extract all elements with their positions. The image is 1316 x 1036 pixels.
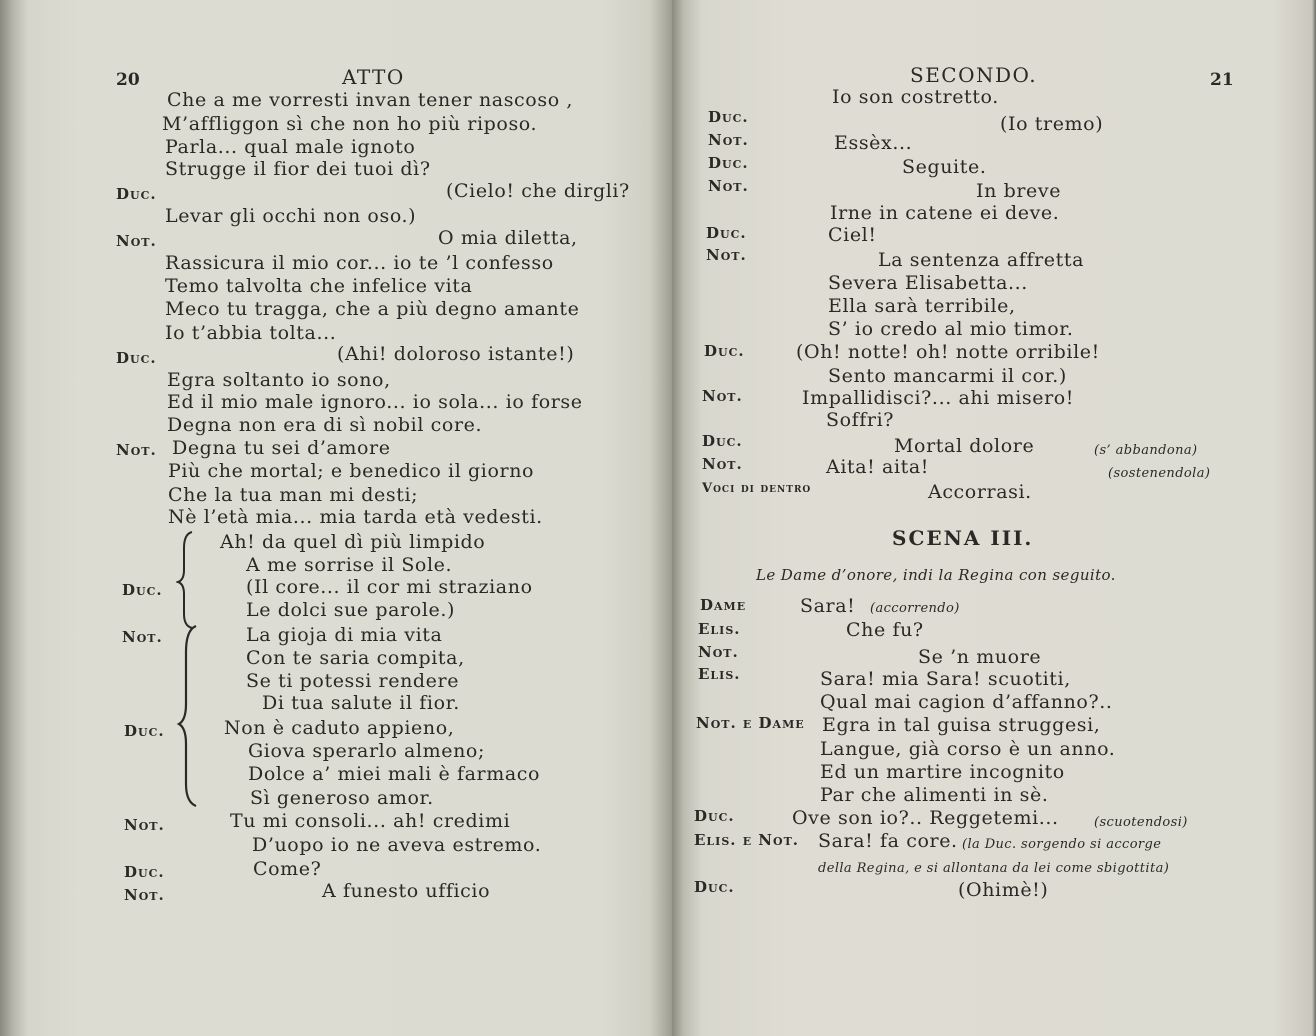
verse-line: Se ’n muore: [918, 646, 1042, 668]
verse-line: A me sorrise il Sole.: [246, 554, 453, 576]
verse-line: Che fu?: [846, 619, 924, 641]
verse-line: Mortal dolore: [894, 435, 1035, 457]
speaker-label: Not.: [706, 246, 747, 264]
verse-line: Che a me vorresti invan tener nascoso ,: [167, 89, 574, 111]
verse-line: Di tua salute il fior.: [262, 692, 460, 714]
verse-line: Io t’abbia tolta...: [165, 322, 337, 344]
verse-line: Rassicura il mio cor... io te ’l confesso: [165, 252, 554, 274]
verse-line: Egra soltanto io sono,: [167, 369, 391, 391]
speaker-label: Duc.: [124, 863, 165, 881]
verse-line: Degna tu sei d’amore: [172, 437, 391, 459]
speaker-label: Duc.: [708, 108, 749, 126]
verse-line: (Cielo! che dirgli?: [446, 180, 630, 202]
speaker-label: Not.: [708, 131, 749, 149]
scene-description: Le Dame d’onore, indi la Regina con seguito.: [756, 566, 1116, 584]
speaker-label: Duc.: [704, 342, 745, 360]
speaker-label: Elis.: [698, 620, 741, 638]
verse-line: Come?: [253, 858, 322, 880]
verse-line: Ove son io?.. Reggetemi...: [792, 807, 1059, 829]
verse-line: Seguite.: [902, 156, 987, 178]
verse-line: (Oh! notte! oh! notte orribile!: [796, 341, 1100, 363]
verse-line: Sara! fa core.: [818, 830, 958, 852]
verse-line: O mia diletta,: [438, 227, 578, 249]
verse-line: Giova sperarlo almeno;: [248, 740, 485, 762]
verse-line: Ed un martire incognito: [820, 761, 1065, 783]
speaker-label: Duc.: [706, 224, 747, 242]
verse-line: Con te saria compita,: [246, 647, 465, 669]
verse-line: Ed il mio male ignoro... io sola... io forse: [167, 391, 583, 413]
speaker-label: Duc.: [708, 154, 749, 172]
verse-line: (Ahi! doloroso istante!): [337, 343, 575, 365]
speaker-label: Not.: [708, 177, 749, 195]
stage-direction: (la Duc. sorgendo si accorge: [962, 837, 1162, 852]
speaker-label: Not. e Dame: [696, 714, 805, 732]
verse-line: Sì generoso amor.: [250, 787, 434, 809]
stage-direction: (scuotendosi): [1094, 815, 1188, 830]
verse-line: Egra in tal guisa struggesi,: [822, 714, 1101, 736]
verse-line: Par che alimenti in sè.: [820, 784, 1049, 806]
verse-line: Accorrasi.: [928, 481, 1032, 503]
verse-line: In breve: [976, 180, 1062, 202]
verse-line: D’uopo io ne aveva estremo.: [252, 834, 542, 856]
duet-brace: [176, 530, 200, 630]
verse-line: Ah! da quel dì più limpido: [220, 531, 486, 553]
speaker-label: Dame: [700, 596, 747, 614]
speaker-label: Voci di dentro: [702, 481, 812, 496]
speaker-label: Duc.: [124, 722, 165, 740]
speaker-label: Not.: [698, 643, 739, 661]
speaker-label: Elis.: [698, 665, 741, 683]
verse-line: Tu mi consoli... ah! credimi: [230, 810, 511, 832]
verse-line: Ella sarà terribile,: [828, 295, 1016, 317]
right-page: [672, 0, 1316, 1036]
verse-line: Io son costretto.: [832, 86, 999, 108]
speaker-label: Not.: [124, 816, 165, 834]
speaker-label: Not.: [702, 387, 743, 405]
page-number: 21: [1210, 70, 1234, 90]
speaker-label: Not.: [122, 628, 163, 646]
speaker-label: Not.: [116, 441, 157, 459]
speaker-label: Duc.: [116, 349, 157, 367]
verse-line: Non è caduto appieno,: [224, 717, 455, 739]
verse-line: La gioja di mia vita: [246, 624, 443, 646]
scene-heading: SCENA III.: [892, 526, 1034, 550]
verse-line: Le dolci sue parole.): [246, 599, 455, 621]
verse-line: (Il core... il cor mi straziano: [246, 576, 533, 598]
verse-line: Sara! mia Sara! scuotiti,: [820, 668, 1071, 690]
page-number: 20: [116, 70, 140, 90]
verse-line: Meco tu tragga, che a più degno amante: [165, 298, 580, 320]
verse-line: Sento mancarmi il cor.): [828, 365, 1067, 387]
speaker-label: Duc.: [702, 432, 743, 450]
verse-line: Ciel!: [828, 224, 877, 246]
verse-line: Sara!: [800, 595, 856, 617]
verse-line: S’ io credo al mio timor.: [828, 318, 1074, 340]
speaker-label: Duc.: [116, 185, 157, 203]
verse-line: (Ohimè!): [958, 879, 1049, 901]
stage-direction: (s’ abbandona): [1094, 443, 1198, 458]
speaker-label: Duc.: [694, 878, 735, 896]
stage-direction: (accorrendo): [870, 601, 960, 616]
verse-line: Irne in catene ei deve.: [830, 202, 1060, 224]
verse-line: Impallidisci?... ahi misero!: [802, 387, 1075, 409]
verse-line: (Io tremo): [1000, 113, 1104, 135]
speaker-label: Duc.: [694, 807, 735, 825]
running-head: ATTO: [342, 65, 405, 89]
stage-direction: (sostenendola): [1108, 466, 1211, 481]
running-head: SECONDO.: [910, 63, 1038, 87]
verse-line: Se ti potessi rendere: [246, 670, 460, 692]
verse-line: Temo talvolta che infelice vita: [165, 275, 473, 297]
verse-line: Langue, già corso è un anno.: [820, 738, 1116, 760]
speaker-label: Not.: [116, 232, 157, 250]
verse-line: Nè l’età mia... mia tarda età vedesti.: [168, 506, 543, 528]
verse-line: Qual mai cagion d’affanno?..: [820, 691, 1113, 713]
speaker-label: Elis. e Not.: [694, 831, 800, 849]
verse-line: Strugge il fior dei tuoi dì?: [165, 158, 431, 180]
duet-brace: [176, 624, 204, 808]
verse-line: M’affliggon sì che non ho più riposo.: [162, 113, 538, 135]
verse-line: Severa Elisabetta...: [828, 272, 1028, 294]
verse-line: Degna non era di sì nobil core.: [167, 414, 483, 436]
speaker-label: Not.: [124, 886, 165, 904]
verse-line: Parla... qual male ignoto: [165, 136, 416, 158]
speaker-label: Not.: [702, 455, 743, 473]
verse-line: A funesto ufficio: [322, 880, 491, 902]
verse-line: La sentenza affretta: [878, 249, 1085, 271]
verse-line: Aita! aita!: [826, 456, 930, 478]
verse-line: Dolce a’ miei mali è farmaco: [248, 763, 541, 785]
speaker-label: Duc.: [122, 581, 163, 599]
verse-line: Levar gli occhi non oso.): [165, 205, 417, 227]
verse-line: Essèx...: [834, 132, 913, 154]
verse-line: Più che mortal; e benedico il giorno: [168, 460, 535, 482]
stage-direction: della Regina, e si allontana da lei come sbigottita): [818, 861, 1170, 876]
verse-line: Che la tua man mi desti;: [168, 484, 419, 506]
verse-line: Soffri?: [826, 409, 895, 431]
